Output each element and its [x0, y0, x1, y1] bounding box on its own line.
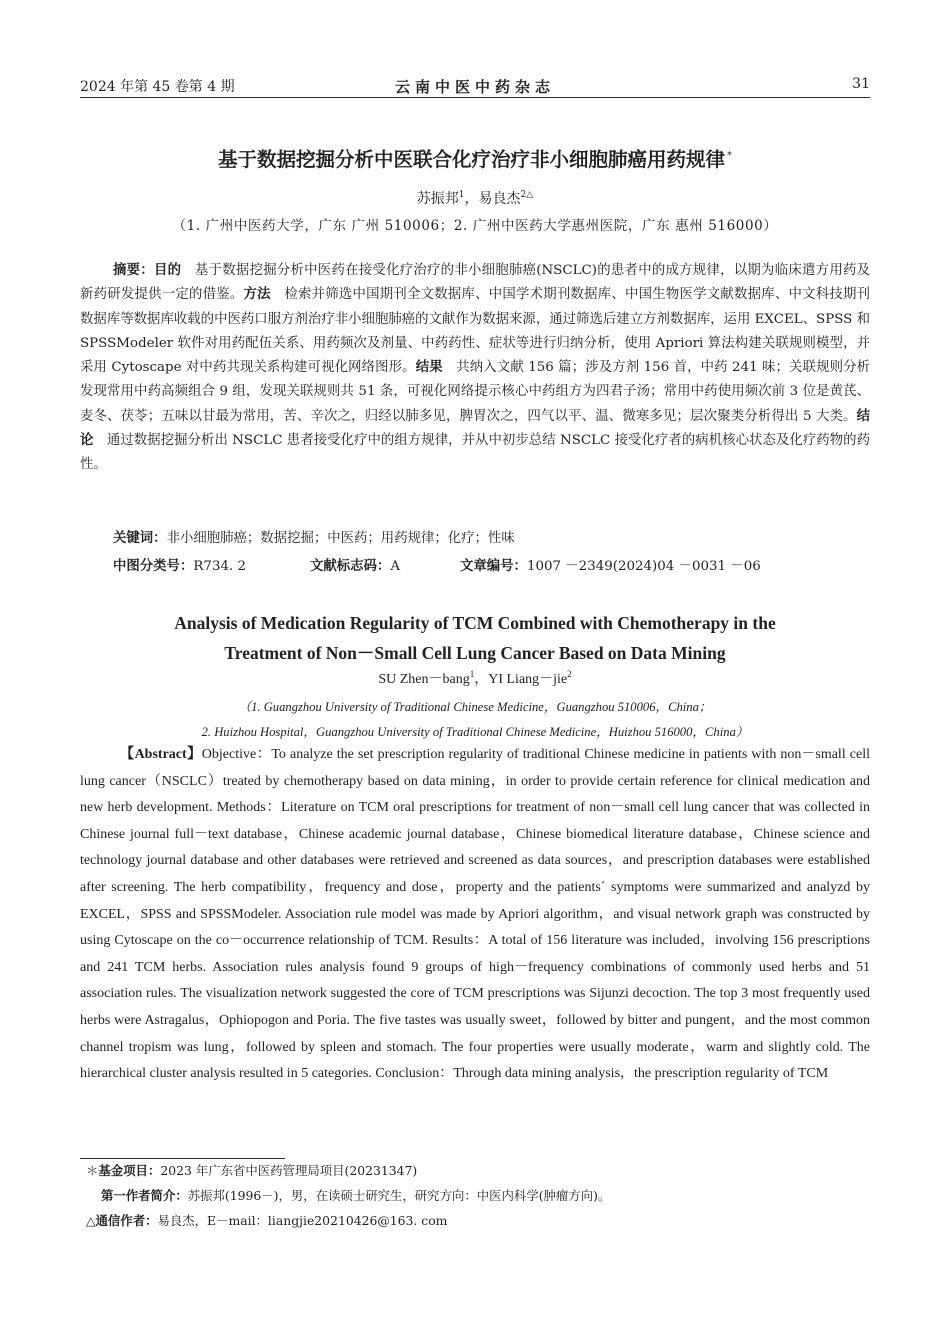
article-title-cn-text: 基于数据挖掘分析中医联合化疗治疗非小细胞肺癌用药规律 [217, 148, 725, 171]
clc-value: R734. 2 [193, 559, 247, 574]
footnote-first-author [101, 1186, 610, 1204]
article-group [460, 555, 761, 574]
conclusion-text: 通过数据挖掘分析出 NSCLC 患者接受化疗中的组方规律，并从中初步总结 NSCLC 接受化疗者的病机核心状态及化疗药物的药性。 [80, 433, 870, 473]
author-2-cn: 易良杰 [478, 191, 521, 207]
abstract-cn-paragraph [80, 259, 870, 478]
journal-name: 云南中医中药杂志 [394, 78, 555, 96]
author-2-cn-affil: 2△ [520, 190, 534, 200]
affiliation-en-line2: 2. Huizhou Hospital，Guangzhou University of Traditional Chinese Medicine，Huizhou 516000，China） [201, 725, 749, 739]
page-number: 31 [852, 76, 870, 92]
methods-label: 方法 [243, 287, 271, 303]
author-2-en: YI Liang－jie [488, 672, 568, 687]
classification-line [113, 555, 761, 574]
keywords-cn [113, 527, 515, 546]
doc-code-value: A [390, 559, 401, 574]
article-title-en-line2: Treatment of Non－Small Cell Lung Cancer Based on Data Mining [224, 643, 726, 663]
funding-label: 基金项目： [98, 1163, 161, 1178]
abstract-en-text: Objective：To analyze the set prescription regularity of traditional Chinese medicine in patients with non－small cell lung cancer（NSCLC）treated by chemotherapy based on data mining，in order to provide certain reference for clinical medication and new herb development. Methods：Literature on TCM oral prescriptions for treatment of non－small cell lung cancer that was collected in Chinese journal full－text database，Chinese academic journal database，Chinese biomedical literature database，Chinese science and technology journal database and other databases were retrieved and screened as data sources，and prescription databases were established after screening. The herb compatibility，frequency and dose，property and the patients´ symptoms were summarized and analyzd by EXCEL，SPSS and SPSSModeler. Association rule model was made by Apriori algorithm，and visual network graph was constructed by using Cytoscape on the co－occurrence relationship of TCM. Results：A total of 156 literature was included，involving 156 prescriptions and 241 TCM herbs. Association rules analysis found 9 groups of high－frequency combinations of commonly used herbs and 51 association rules. The visualization network suggested the core of TCM prescriptions was Sijunzi decoction. The top 3 most frequently used herbs were Astragalus，Ophiopogon and Poria. The five tastes was usually sweet，followed by bitter and pungent，and the most common channel tropism was lung，followed by spleen and stomach. The four properties were usually moderate，warm and slightly cold. The hierarchical cluster analysis resulted in 5 categories. Conclusion：Through data mining analysis，the prescription regularity of TCM [80, 747, 870, 1082]
funding-text: 2023 年广东省中医药管理局项目(20231347) [160, 1163, 418, 1178]
doc-code-label: 文献标志码： [310, 559, 391, 574]
abstract-en-paragraph [80, 742, 870, 1088]
running-header [80, 76, 870, 98]
article-title-en-line1: Analysis of Medication Regularity of TCM Combined with Chemotherapy in the [174, 613, 776, 633]
abstract-cn [80, 259, 870, 478]
author-1-cn-affil: 1 [458, 190, 465, 200]
results-label: 结果 [415, 360, 443, 376]
author-1-en: SU Zhen－bang [378, 672, 470, 687]
abstract-en-label: 【Abstract】 [120, 747, 202, 762]
clc-group [113, 555, 310, 574]
affiliation-en-line1: （1. Guangzhou University of Traditional Chinese Medicine，Guangzhou 510006，China； [238, 700, 712, 714]
authors-cn [80, 188, 870, 208]
authors-en [80, 668, 870, 688]
results-text: 共纳入文献 156 篇；涉及方剂 156 首，中药 241 味；关联规则分析发现常用中药高频组合 9 组，发现关联规则共 51 条，可视化网络提示核心中药组方为四君子汤；常用中药使用频次前 3 位是黄芪、麦冬、茯苓；五味以甘最为常用，苦、辛次之，归经以肺多见，脾胃次之，四气以平、温、微寒多见；层次聚类分析得出 5 大类。 [80, 360, 871, 424]
issue-info: 2024 年第 45 卷第 4 期 [80, 79, 235, 95]
clc-label: 中图分类号： [113, 559, 194, 574]
corresponding-label: 通信作者： [95, 1213, 158, 1228]
author-2-en-affil: 2 [567, 669, 572, 679]
article-title-en [80, 608, 870, 668]
corresponding-prefix: △ [86, 1213, 96, 1228]
author-1-cn: 苏振邦 [416, 191, 459, 207]
footnote-funding [86, 1161, 417, 1179]
funding-mark: * [727, 150, 732, 161]
affiliation-cn: （1. 广州中医药大学，广东 广州 510006；2. 广州中医药大学惠州医院，广东 惠州 516000） [172, 218, 778, 234]
first-author-label: 第一作者简介： [101, 1188, 188, 1203]
keywords-text: 非小细胞肺癌；数据挖掘；中医药；用药规律；化疗；性味 [166, 531, 515, 546]
author-separator-en: ， [474, 672, 489, 687]
article-title-cn [80, 144, 870, 172]
author-separator-cn: ， [464, 191, 479, 207]
corresponding-text: 易良杰，E－mail：liangjie20210426@163. com [157, 1213, 448, 1228]
conclusion-label: 结论 [80, 408, 870, 449]
header-rule [80, 97, 870, 98]
methods-text: 检索并筛选中国期刊全文数据库、中国学术期刊数据库、中国生物医学文献数据库、中文科技期刊数据库等数据库收载的中医药口服方剂治疗非小细胞肺癌的文献作为数据来源，通过筛选后建立方剂数据库，运用 EXCEL、SPSS 和 SPSSModeler 软件对用药配伍关系、用药频次及剂量、中药药性、症状等进行归纳分析，使用 Apriori 算法构建关联规则模型，并采用 Cytoscape 对中药共现关系构建可视化网络图形。 [80, 287, 871, 376]
first-author-text: 苏振邦(1996－)，男，在读硕士研究生，研究方向：中医内科学(肿瘤方向)。 [187, 1188, 611, 1203]
article-number-label: 文章编号： [460, 559, 527, 574]
abstract-en [80, 742, 870, 1088]
abstract-cn-label: 摘要： [113, 263, 154, 278]
footnote-corresponding [86, 1211, 447, 1229]
objective-label: 目的 [153, 263, 182, 278]
footnote-rule [80, 1158, 285, 1159]
author-1-en-affil: 1 [469, 669, 475, 679]
doc-group [310, 555, 460, 574]
funding-prefix: ＊ [86, 1163, 99, 1178]
objective-text: 基于数据挖掘分析中医药在接受化疗治疗的非小细胞肺癌(NSCLC)的患者中的成方规律，以期为临床遣方用药及新药研发提供一定的借鉴。 [80, 263, 871, 303]
keywords-label: 关键词： [113, 531, 167, 546]
article-number-value: 1007 －2349(2024)04 －0031 －06 [526, 559, 761, 574]
